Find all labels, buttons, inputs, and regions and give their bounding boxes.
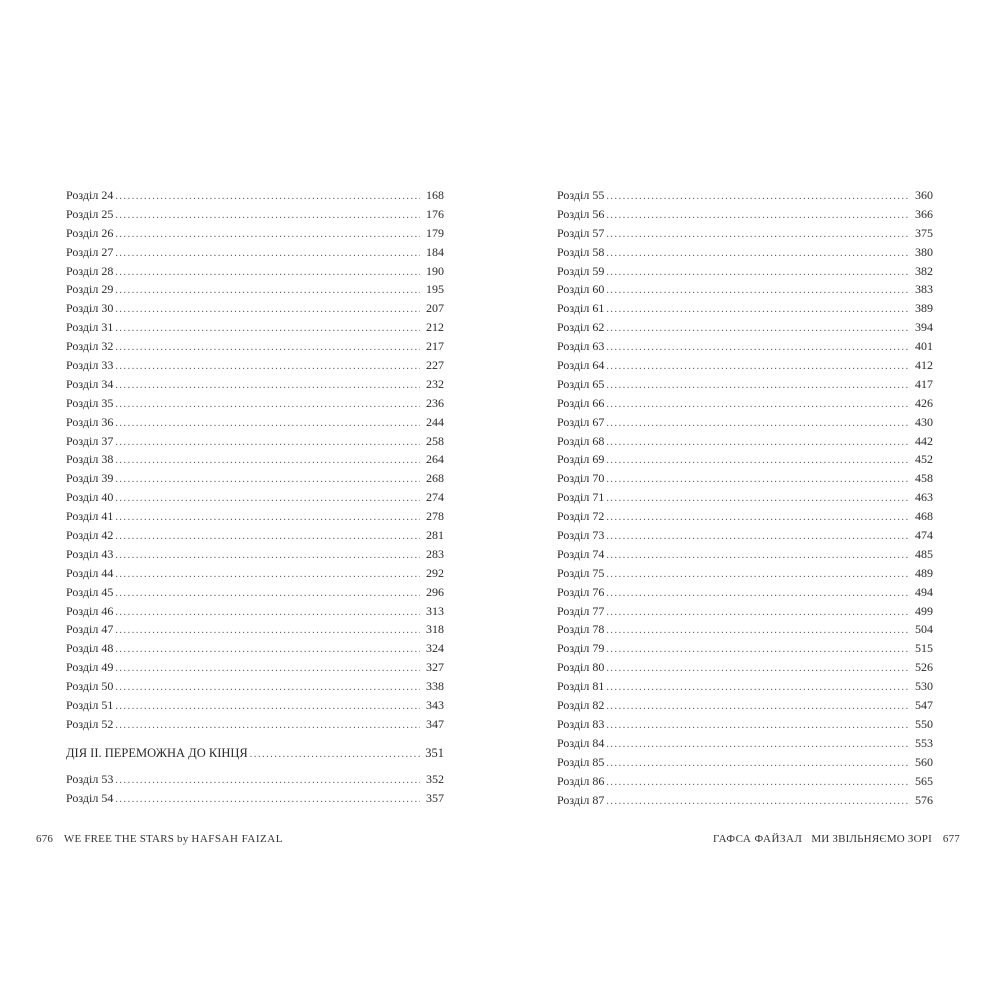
toc-entry-page: 560: [915, 754, 933, 769]
toc-entry-label: Розділ 78: [557, 622, 605, 637]
toc-leader-dots: [115, 791, 420, 810]
toc-part-label: ДІЯ ІІ. ПЕРЕМОЖНА ДО КІНЦЯ: [66, 745, 248, 760]
toc-entry-label: Розділ 77: [557, 603, 605, 618]
toc-leader-dots: [115, 585, 420, 604]
toc-entry: [66, 299, 444, 318]
toc-entry: [66, 583, 444, 602]
toc-entry: [557, 205, 933, 224]
toc-entry-page: 327: [426, 660, 444, 675]
left-page-toc: [66, 186, 444, 808]
toc-entry: [557, 753, 933, 772]
toc-entry-label: Розділ 43: [66, 546, 114, 561]
toc-entry-label: Розділ 44: [66, 565, 114, 580]
toc-leader-dots: [115, 320, 420, 339]
toc-entry-page: 278: [426, 509, 444, 524]
toc-leader-dots: [606, 717, 909, 736]
toc-entry: [557, 318, 933, 337]
toc-entry: [66, 337, 444, 356]
toc-entry: [557, 602, 933, 621]
toc-entry-label: Розділ 56: [557, 206, 605, 221]
toc-entry: [66, 413, 444, 432]
toc-entry: [557, 432, 933, 451]
toc-entry-page: 195: [426, 282, 444, 297]
toc-leader-dots: [606, 339, 909, 358]
toc-entry-page: 190: [426, 263, 444, 278]
toc-entry: [66, 715, 444, 734]
toc-entry-label: Розділ 49: [66, 660, 114, 675]
toc-entry-label: Розділ 46: [66, 603, 114, 618]
toc-entry-label: Розділ 69: [557, 452, 605, 467]
toc-leader-dots: [115, 207, 420, 226]
toc-entry-page: 565: [915, 773, 933, 788]
toc-entry: [66, 602, 444, 621]
toc-entry: [66, 789, 444, 808]
toc-entry-page: 352: [426, 771, 444, 786]
toc-entry: [557, 280, 933, 299]
toc-entry-page: 184: [426, 244, 444, 259]
left-footer-title: WE FREE THE STARS by: [63, 833, 189, 845]
toc-entry-label: Розділ 59: [557, 263, 605, 278]
toc-leader-dots: [606, 282, 909, 301]
toc-entry-label: Розділ 38: [66, 452, 114, 467]
toc-entry-page: 227: [426, 358, 444, 373]
toc-entry: [66, 526, 444, 545]
toc-leader-dots: [115, 301, 420, 320]
toc-entry: [66, 432, 444, 451]
toc-entry-page: 313: [426, 603, 444, 618]
toc-entry-label: Розділ 25: [66, 206, 114, 221]
toc-entry-page: 168: [426, 188, 444, 202]
toc-entry-page: 380: [915, 244, 933, 259]
toc-entry-page: 232: [426, 376, 444, 391]
toc-leader-dots: [115, 471, 420, 490]
toc-entry: [557, 413, 933, 432]
toc-entry-page: 504: [915, 622, 933, 637]
toc-entry: [66, 488, 444, 507]
toc-entry-label: Розділ 60: [557, 282, 605, 297]
toc-leader-dots: [606, 698, 909, 717]
toc-entry: [557, 186, 933, 205]
toc-leader-dots: [606, 755, 909, 774]
toc-entry-label: Розділ 36: [66, 414, 114, 429]
toc-entry: [557, 658, 933, 677]
toc-leader-dots: [606, 585, 909, 604]
toc-entry: [557, 469, 933, 488]
toc-entry-page: 274: [426, 490, 444, 505]
toc-entry-label: Розділ 45: [66, 584, 114, 599]
toc-entry: [66, 205, 444, 224]
toc-entry-label: Розділ 67: [557, 414, 605, 429]
toc-entry-label: Розділ 65: [557, 376, 605, 391]
toc-entry-label: Розділ 30: [66, 301, 114, 316]
toc-entry-label: Розділ 55: [557, 188, 605, 202]
toc-leader-dots: [115, 490, 420, 509]
right-footer-author: ГАФСА ФАЙЗАЛ: [712, 833, 803, 845]
toc-entry-label: Розділ 63: [557, 339, 605, 354]
toc-entry: [557, 564, 933, 583]
toc-entry: [66, 564, 444, 583]
toc-entry-page: 281: [426, 528, 444, 543]
toc-entry-label: Розділ 64: [557, 358, 605, 373]
toc-entry: [557, 262, 933, 281]
toc-entry: [66, 243, 444, 262]
toc-entry-label: Розділ 57: [557, 225, 605, 240]
toc-leader-dots: [250, 740, 420, 770]
toc-entry-label: Розділ 58: [557, 244, 605, 259]
toc-entry-label: Розділ 27: [66, 244, 114, 259]
toc-leader-dots: [115, 528, 420, 547]
toc-entry-label: Розділ 32: [66, 339, 114, 354]
toc-entry: [557, 791, 933, 810]
toc-entry-page: 176: [426, 206, 444, 221]
toc-entry-label: Розділ 53: [66, 771, 114, 786]
toc-leader-dots: [115, 339, 420, 358]
toc-entry-label: Розділ 42: [66, 528, 114, 543]
toc-entry: [66, 224, 444, 243]
toc-leader-dots: [115, 772, 420, 791]
toc-leader-dots: [115, 679, 420, 698]
toc-entry-page: 389: [915, 301, 933, 316]
toc-leader-dots: [606, 320, 909, 339]
right-footer-title: МИ ЗВІЛЬНЯЄМО ЗОРІ: [811, 833, 932, 845]
toc-entry-label: Розділ 87: [557, 792, 605, 807]
toc-entry-page: 324: [426, 641, 444, 656]
toc-leader-dots: [606, 415, 909, 434]
toc-entry-page: 236: [426, 395, 444, 410]
toc-entry-page: 499: [915, 603, 933, 618]
toc-entry-page: 474: [915, 528, 933, 543]
toc-entry-label: Розділ 61: [557, 301, 605, 316]
toc-entry-page: 217: [426, 339, 444, 354]
toc-leader-dots: [115, 717, 420, 736]
toc-entry: [557, 639, 933, 658]
toc-entry: [66, 770, 444, 789]
toc-entry-page: 318: [426, 622, 444, 637]
toc-entry-page: 343: [426, 698, 444, 713]
toc-entry-label: Розділ 70: [557, 471, 605, 486]
toc-entry-page: 494: [915, 584, 933, 599]
toc-leader-dots: [606, 622, 909, 641]
toc-entry-page: 485: [915, 546, 933, 561]
toc-entry: [66, 262, 444, 281]
toc-entry-page: 360: [915, 188, 933, 202]
left-page-number: 676: [36, 833, 54, 845]
toc-entry-label: Розділ 84: [557, 735, 605, 750]
toc-entry: [66, 639, 444, 658]
toc-leader-dots: [115, 452, 420, 471]
toc-leader-dots: [606, 245, 909, 264]
toc-entry: [557, 677, 933, 696]
toc-entry-page: 375: [915, 225, 933, 240]
toc-entry-label: Розділ 54: [66, 790, 114, 805]
toc-leader-dots: [606, 509, 909, 528]
toc-entry-label: Розділ 40: [66, 490, 114, 505]
toc-leader-dots: [606, 774, 909, 793]
toc-entry: [557, 224, 933, 243]
toc-entry: [66, 677, 444, 696]
toc-entry-label: Розділ 41: [66, 509, 114, 524]
toc-entry: [66, 186, 444, 205]
toc-entry-page: 207: [426, 301, 444, 316]
toc-entry-page: 347: [426, 716, 444, 731]
toc-entry-page: 526: [915, 660, 933, 675]
toc-leader-dots: [115, 509, 420, 528]
toc-entry-label: Розділ 80: [557, 660, 605, 675]
toc-leader-dots: [606, 452, 909, 471]
toc-entry-label: Розділ 52: [66, 716, 114, 731]
toc-entry-label: Розділ 73: [557, 528, 605, 543]
toc-entry-label: Розділ 81: [557, 679, 605, 694]
toc-leader-dots: [115, 604, 420, 623]
toc-entry: [557, 545, 933, 564]
toc-entry: [557, 394, 933, 413]
toc-leader-dots: [115, 660, 420, 679]
toc-leader-dots: [115, 245, 420, 264]
toc-entry-page: 458: [915, 471, 933, 486]
toc-entry: [557, 356, 933, 375]
toc-entry: [557, 772, 933, 791]
toc-entry-label: Розділ 74: [557, 546, 605, 561]
toc-entry-page: 576: [915, 792, 933, 807]
toc-entry-page: 383: [915, 282, 933, 297]
toc-entry-page: 401: [915, 339, 933, 354]
toc-entry: [66, 469, 444, 488]
toc-entry-label: Розділ 66: [557, 395, 605, 410]
toc-leader-dots: [115, 434, 420, 453]
toc-leader-dots: [115, 188, 420, 207]
toc-entry-label: Розділ 50: [66, 679, 114, 694]
toc-entry: [557, 715, 933, 734]
toc-entry-page: 264: [426, 452, 444, 467]
toc-leader-dots: [115, 282, 420, 301]
toc-leader-dots: [115, 226, 420, 245]
toc-entry-label: Розділ 68: [557, 433, 605, 448]
toc-leader-dots: [115, 566, 420, 585]
toc-entry-page: 430: [915, 414, 933, 429]
toc-entry-label: Розділ 75: [557, 565, 605, 580]
toc-entry-page: 283: [426, 546, 444, 561]
toc-entry-label: Розділ 28: [66, 263, 114, 278]
toc-entry: [66, 375, 444, 394]
toc-leader-dots: [606, 434, 909, 453]
right-toc-entries: [557, 186, 933, 809]
toc-entry-page: 530: [915, 679, 933, 694]
right-page-toc: [557, 186, 933, 809]
toc-entry-label: Розділ 39: [66, 471, 114, 486]
toc-leader-dots: [606, 207, 909, 226]
toc-leader-dots: [115, 264, 420, 283]
toc-entry-page: 489: [915, 565, 933, 580]
toc-leader-dots: [606, 604, 909, 623]
toc-entry-page: 442: [915, 433, 933, 448]
toc-entry-label: Розділ 34: [66, 376, 114, 391]
toc-entry: [66, 450, 444, 469]
toc-leader-dots: [115, 358, 420, 377]
toc-entry-label: Розділ 79: [557, 641, 605, 656]
toc-leader-dots: [115, 698, 420, 717]
toc-entry-page: 357: [426, 790, 444, 805]
toc-entry-page: 550: [915, 716, 933, 731]
left-toc-entries: [66, 186, 444, 734]
toc-entry: [557, 507, 933, 526]
toc-entry-page: 366: [915, 206, 933, 221]
toc-leader-dots: [606, 736, 909, 755]
toc-entry-page: 179: [426, 225, 444, 240]
toc-leader-dots: [606, 547, 909, 566]
toc-leader-dots: [606, 679, 909, 698]
toc-leader-dots: [606, 264, 909, 283]
toc-entry: [557, 488, 933, 507]
toc-entry-label: Розділ 51: [66, 698, 114, 713]
toc-entry-label: Розділ 86: [557, 773, 605, 788]
toc-leader-dots: [606, 358, 909, 377]
toc-entry-page: 463: [915, 490, 933, 505]
toc-leader-dots: [606, 793, 909, 812]
toc-entry: [557, 337, 933, 356]
toc-entry-page: 268: [426, 471, 444, 486]
toc-entry-page: 244: [426, 414, 444, 429]
toc-leader-dots: [115, 547, 420, 566]
toc-leader-dots: [115, 415, 420, 434]
toc-leader-dots: [115, 622, 420, 641]
toc-entry: [66, 545, 444, 564]
toc-leader-dots: [606, 566, 909, 585]
toc-entry-label: Розділ 72: [557, 509, 605, 524]
toc-entry-page: 426: [915, 395, 933, 410]
left-toc-entries-after-part: [66, 770, 444, 808]
toc-leader-dots: [606, 301, 909, 320]
toc-entry-label: Розділ 26: [66, 225, 114, 240]
toc-part-page: 351: [425, 745, 444, 760]
toc-entry-page: 553: [915, 735, 933, 750]
toc-entry-page: 258: [426, 433, 444, 448]
toc-entry-page: 292: [426, 565, 444, 580]
toc-entry-page: 547: [915, 698, 933, 713]
toc-entry-label: Розділ 83: [557, 716, 605, 731]
toc-leader-dots: [606, 471, 909, 490]
toc-entry-page: 296: [426, 584, 444, 599]
toc-entry-page: 452: [915, 452, 933, 467]
toc-leader-dots: [606, 528, 909, 547]
toc-entry: [557, 620, 933, 639]
toc-entry: [66, 658, 444, 677]
toc-entry-label: Розділ 48: [66, 641, 114, 656]
toc-leader-dots: [606, 226, 909, 245]
toc-entry-page: 382: [915, 263, 933, 278]
toc-entry: [557, 450, 933, 469]
toc-entry: [557, 734, 933, 753]
toc-entry: [66, 507, 444, 526]
right-page-number: 677: [942, 833, 960, 845]
toc-entry-page: 412: [915, 358, 933, 373]
toc-entry: [66, 394, 444, 413]
toc-leader-dots: [606, 377, 909, 396]
toc-leader-dots: [606, 396, 909, 415]
toc-entry-page: 515: [915, 641, 933, 656]
toc-entry-page: 394: [915, 320, 933, 335]
toc-entry-label: Розділ 29: [66, 282, 114, 297]
toc-entry-label: Розділ 82: [557, 698, 605, 713]
right-running-footer: [713, 833, 960, 845]
toc-entry-label: Розділ 33: [66, 358, 114, 373]
toc-entry-label: Розділ 85: [557, 754, 605, 769]
toc-entry-label: Розділ 71: [557, 490, 605, 505]
toc-entry: [66, 356, 444, 375]
toc-entry-label: Розділ 37: [66, 433, 114, 448]
toc-entry-label: Розділ 76: [557, 584, 605, 599]
toc-entry: [557, 696, 933, 715]
toc-part-heading: [66, 738, 444, 768]
toc-leader-dots: [606, 660, 909, 679]
toc-entry-page: 212: [426, 320, 444, 335]
toc-entry: [557, 375, 933, 394]
toc-entry: [66, 318, 444, 337]
toc-entry-label: Розділ 31: [66, 320, 114, 335]
toc-entry: [557, 526, 933, 545]
toc-leader-dots: [115, 377, 420, 396]
toc-leader-dots: [115, 396, 420, 415]
left-footer-author: HAFSAH FAIZAL: [191, 833, 283, 845]
toc-entry: [557, 583, 933, 602]
toc-entry-label: Розділ 47: [66, 622, 114, 637]
toc-entry: [66, 620, 444, 639]
left-running-footer: [36, 833, 283, 845]
toc-entry-label: Розділ 24: [66, 188, 114, 202]
toc-leader-dots: [606, 188, 909, 207]
toc-entry: [557, 243, 933, 262]
toc-entry-page: 338: [426, 679, 444, 694]
toc-leader-dots: [606, 641, 909, 660]
toc-entry-page: 468: [915, 509, 933, 524]
toc-entry-label: Розділ 62: [557, 320, 605, 335]
toc-entry: [557, 299, 933, 318]
toc-leader-dots: [115, 641, 420, 660]
toc-entry: [66, 280, 444, 299]
toc-entry-page: 417: [915, 376, 933, 391]
toc-entry-label: Розділ 35: [66, 395, 114, 410]
toc-leader-dots: [606, 490, 909, 509]
toc-entry: [66, 696, 444, 715]
